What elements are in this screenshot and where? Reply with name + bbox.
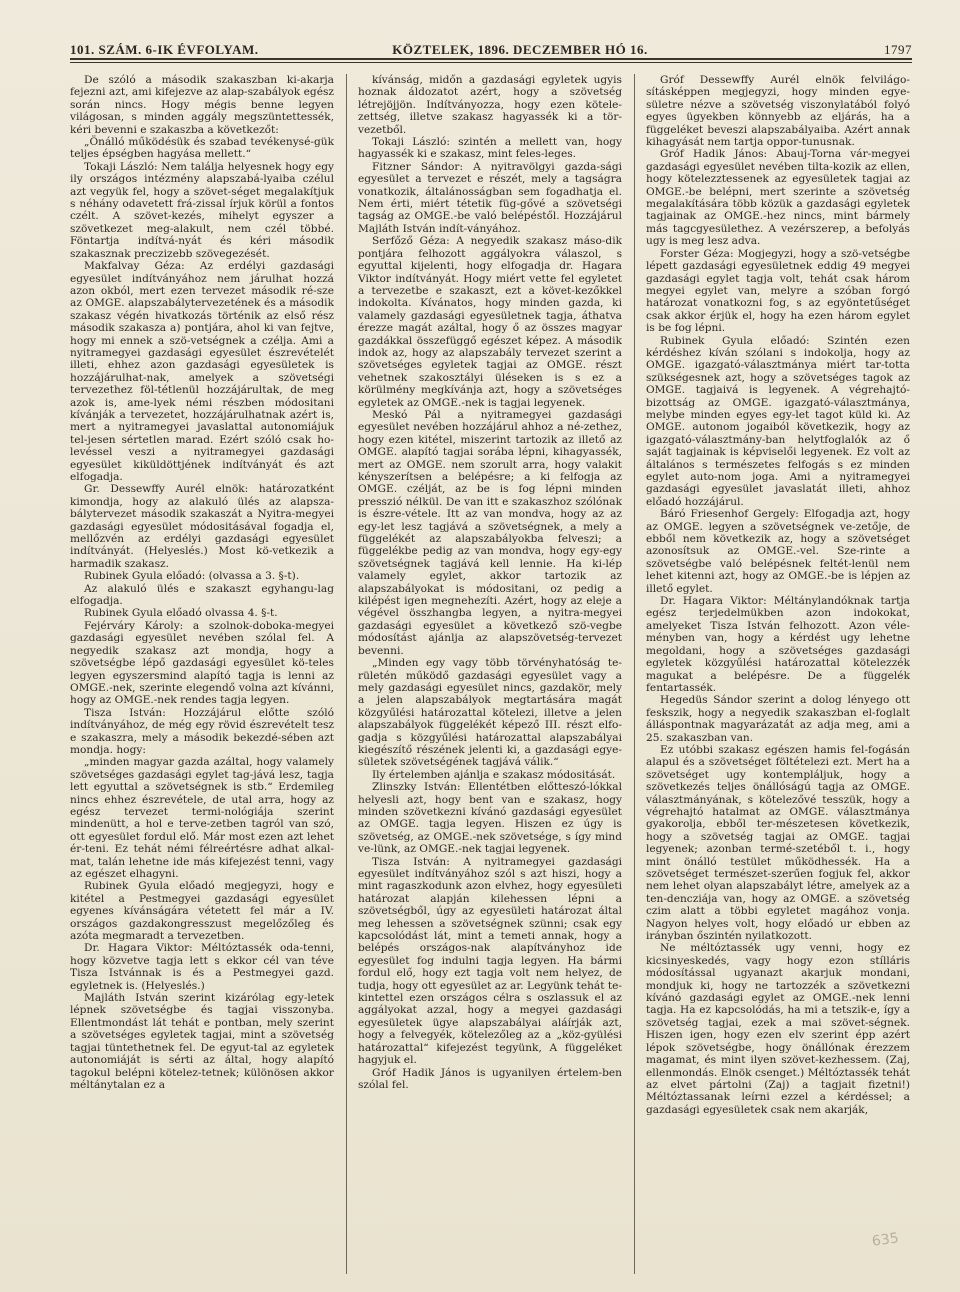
paragraph: Az alakuló ülés e szakaszt egyhangu-lag elfogadja. — [70, 582, 334, 608]
paragraph: kívánság, midőn a gazdasági egyletek ugyis hoznak áldozatot azért, hogy a szövetség létrejöjjön. Indítványozza, hogy ezen kötele-zettség, illetve szakasz hagyassék ki a tör-vezetből. — [358, 74, 622, 136]
paragraph: De szóló a második szakaszban ki-akarja fejezni azt, ami kifejezve az alap-szabályok egész során nincs. Hogy mégis benne legyen világosan, s minden aggály megszüntettessék, kéri bevenni e szakaszba a következőt: — [70, 74, 334, 136]
page-header — [70, 36, 912, 60]
paragraph: Gróf Hadik János is ugyanilyen értelem-ben szólal fel. — [358, 1066, 622, 1091]
issue-number: 101. SZÁM. 6-IK ÉVFOLYAM. — [70, 42, 259, 57]
paragraph: Rubinek Gyula előadó megjegyzi, hogy e kitétel a Pestmegyei gazdasági egyesület egyenes kívánságára vétetett fel már a IV. országos gazdakongresszust megelőzőleg és azóta megmaradt a tervezetben. — [70, 880, 334, 943]
paragraph: Hegedüs Sándor szerint a dolog lényego ott feskszik, hogy a negyedik szakaszban el-foglalt álláspontnak magyarázatát az adja meg, ami a 25. szakaszban van. — [646, 694, 910, 744]
paragraph: Makfalvay Géza: Az erdélyi gazdasági egyesület indítványához nem járulhat hozzá azon okból, mert ezen tervezet második ré-sze az OMGE. alapszabálytervezetének és a második szakasz végén hivatkozás történik az első rész második szakasza a) pontjára, ahol ki van fejtve, hogy mi ennek a szö-vetségnek a czélja. Ami a nyitramegyei gazdasági egyesület észrevételét illeti, ehhez azon gazdasági egyesületek is hozzájárulhat-nak, amelyek a szövetségi tervezethez föl-tétlenül hozzájárultak, de meg azok is, ame-lyek némi részben módositani kívánják a tervezetet, hozzájárulhatnak azért is, mert a nyitramegyei javaslattal autonomiájuk tel-jesen sértetlen marad. Ezért szóló csak ho-levéssel veszi a nyitramegyei gazdasági egyesület kiküldöttjének indítványát és azt elfogadja. — [70, 260, 334, 483]
text-column-2 — [358, 74, 622, 1274]
text-column-1 — [70, 74, 334, 1274]
paragraph: Zlinszky István: Ellentétben előtteszó-lókkal helyesli azt, hogy bent van e szakasz, hogy minden szövetkezni kívánó gazdasági egyesület az OMGE. tagja legyen. Hiszen ez úgy is szövetség, az OMGE.-nek szövetsége, s így mind ve-lünk, az OMGE.-nek tagjai legyenek. — [358, 781, 622, 856]
paragraph: Rubinek Gyula előadó: Szintén ezen kérdéshez kíván szólani s indokolja, hogy az OMGE. igazgató-választmánya miért tar-totta szükségesnek azt, hogy a szövetséges tagok az OMGE. tagjaivá is legyenek. A végrehajtó-bizottság az OMGE. igazgató-választmánya, melybe minden egyes egy-let tagot küld ki. Az OMGE. autonom jogaiból következik, hogy az igazgató-választmány-ban helytfoglalók az ő saját tagjainak is képviselői legyenek. Ez volt az általános s természetes felfogás s ez minden egylet auto-nom joga. Ami a nyitramegyei gazdasági egyesület javaslatát illeti, ahhoz előadó hozzájárul. — [646, 334, 910, 508]
column-divider — [346, 74, 347, 1274]
paragraph: Ez utóbbi szakasz egészen hamis fel-fogásán alapul és a szövetséget föltételezi ezt. Mert ha a szövetséget ugy kontempláljuk, hogy a szövetkezés teljes önállóságú tagja az OMGE. választmányának, s kötelezővé tesszük, hogy a végrehajtó hatalmat az OMGE. választmánya gyakorolja, ebből ter-mészetesen következik, hogy a szövetség tagjai az OMGE. tagjai legyenek; azonban termé-szetéből t. i., hogy mint önálló testület működhessék. Ha a szövetséget természet-szerűen fogjuk fel, akkor nem lehet olyan alapszabályt létre, amelyek az a ten-dencziája van, hogy az OMGE. a szövetség czim alatt a többi egyletet magához vonja. Nagyon helyes volt, hogy előadó ur ebben az irányban őszintén nyilatkozott. — [646, 743, 910, 943]
paragraph: Gróf Dessewffy Aurél elnök felvilágo-sításképpen megjegyzi, hogy minden egye-sületre nézve a szövetség viszonylatából folyó egyes ügyekben könnyebb az eljárás, ha a függeléket beveszi alapszabályaiba. Azért annak kihagyását nem tartja oppor-tunusnak. — [646, 74, 910, 149]
paragraph: „minden magyar gazda azáltal, hogy valamely szövetséges gazdasági egylet tag-jává lesz, tagja lett egyuttal a szövetségnek is stb.“ Erdemileg nincs ehhez észrevétele, de utal arra, hogy az egész tervezet termi-nológiája szerint mindenütt, a hol e terve-zetben tagról van szó, ott egyesület fordul elő. Már most ezen azt lehet ér-teni. Ez tehát némi félreértésre adhat alkal-mat, talán lehetne ide más kifejezést tenni, vagy az egészet elhagyni. — [70, 756, 334, 880]
column-divider — [634, 74, 635, 1274]
paragraph: Ne méltóztassék ugy venni, hogy ez kicsinyeskedés, vagy hogy ezon stílláris módosítással ugyanazt akarjuk mondani, mondjuk ki, hogy ne tartozzék a szövetkezni kívánó gazdasági egylet az OMGE.-nek lenni tagja. Ha ez kapcsolódás, ha mi a tetszik-e, így a szövetség tagjai, ezek a mai szövet-ségnek. Hiszen igen, hogy ezen elv szerint épp azért lépok szövetségbe, hogy önállónak érezzem magamat, és mint ilyen szövet-kezhessem. (Zaj, ellenmondás. Elnök csenget.) Méltóztassék tehát az elvet pártolni (Zaj) a tagjait fizetni!) Méltóztassanak leírni ezzel a kérdéssel; a gazdasági egyesületek csak nem akarják, — [646, 942, 910, 1116]
paragraph: Tokaji László: Nem találja helyesnek hogy egy ily országos intézmény alapszabá-lyaiba czélul azt vegyük fel, hogy a szövet-séget megalakítjuk s néhány odavetett frá-zissal írjuk körül a fontos czélt. A szövet-kezés, mihelyt egyszer a szövetkezet meg-alakult, nem czél többé. Föntartja indítvá-nyát és kéri második szakasznak preczizebb szövegezését. — [70, 160, 334, 260]
paragraph: Tisza István: A nyitramegyei gazdasági egyesület indítványához szól s azt hiszi, hogy a mint ragaszkodunk azon elvhez, hogy egyesületi határozat alapján kilehessen lépni a szövetségből, úgy az egyesületi határozat által meg lehessen a szövetségnek szünni; csak egy kapcsolódást lát, mint a temeti annak, hogy a belépés országos-nak alapítványhoz ide egyesület fog indulni tagja legyen. Ha bármi fordul elő, hogy ezt tagja volt nem helyez, de tudja, hogy ott egyesület az ar. Legyünk tehát te-kintettel ezen országos célra s oszlassuk el az aggályokat azzal, hogy a megyei gazdasági egyesületek ügye alapszabályai aláírják azt, hogy a felvegyék, kötelezőleg az a „köz-gyülési határozattal“ kifejezést tegyünk, A függeléket hagyjuk el. — [358, 855, 622, 1067]
text-column-3 — [646, 74, 910, 1274]
paragraph: Majláth István szerint kizárólag egy-letek lépnek szövetségbe és tagjai visszonyba. Ellentmondást lát tehát e pontban, mely szerint a szövetséges egyletek tagjai, mint a szövetség tagjai tüntethetnek fel. De egyut-tal az egyletek autonomiáját is sérti az által, hogy alapító tagokul belépni kötelez-tetnek; különösen akkor méltánytalan ez a — [70, 992, 334, 1091]
page-number: 1797 — [884, 42, 912, 57]
paragraph: Gróf Hadik János: Abauj-Torna vár-megyei gazdasági egyesület nevében tilta-kozik az ellen, hogy kötelezztessenek az egyesületek tagjai az OMGE.-be belépni, mert szerinte a szövetség megalakítására több közük a gazdasági egyletek tagjainak az OMGE.-hez nincs, mint bármely más tagcgyesülethez. A vezérszerep, a befolyás ugy is meg lesz adva. — [646, 148, 910, 248]
paragraph: Fitzner Sándor: A nyitravölgyi gazda-sági egyesület a tervezet e részét, mely a tagságra vonatkozik, általánosságban sem fogadhatja el. Nem érti, miért tétetik füg-gővé a szövetségi tagság az OMGE.-be való belépéstől. Hozzájárul Majláth István indít-ványához. — [358, 160, 622, 235]
paragraph: Forster Géza: Mogjegyzi, hogy a szö-vetségbe lépett gazdasági egyesületnek eddig 49 megyei gazdasági egylet tagja volt, tehát csak három megyei egylet van, melyre a szóban forgó határozat vonatkozni fog, s az egyöntetűséget csak akkor érjük el, hogy ha ezen három egylet is be fog lépni. — [646, 247, 910, 335]
paragraph: Serfőző Géza: A negyedik szakasz máso-dik pontjára felhozott aggályokra válaszol, s egyuttal kijelenti, hogy elfogadja dr. Hagara Viktor indítványát. Hogy miért vette fel egyletet a tervezetbe e szakaszt, ezt a követ-kezőkkel indokolta. Kívánatos, hogy minden gazda, ki valamely gazdasági egyesületnek tagja, áthatva érezze magát azáltal, hogy ő az összes magyar gazdákkal összefüggő egészet képez. A második indok az, hogy az alapszabály tervezet szerint a szövetséges egyletek tagjai az OMGE. részt vehetnek szakosztályi üléseken is s ez a körülmény megkívánja azt, hogy a szövetséges egyletek az OMGE.-nek is tagjai legyenek. — [358, 235, 622, 409]
paragraph: „Önálló működésük és szabad tevékenysé-gük teljes épségben hagyása mellett.“ — [70, 136, 334, 161]
publication-date: KÖZTELEK, 1896. DECZEMBER HÓ 16. — [392, 42, 648, 57]
paragraph: Báró Friesenhof Gergely: Elfogadja azt, hogy az OMGE. legyen a szövetségnek ve-zetője, de ebből nem következik az, hogy a szövetséget azonosítsuk az OMGE.-vel. Sze-rinte a szövetségbe való belépésnek feltét-lenül nem lehet kitenni azt, hogy az OMGE.-be is lépjen az illető egylet. — [646, 508, 910, 595]
paragraph: Fejérváry Károly: a szolnok-doboka-megyei gazdasági egyesület nevében szólal fel. A negyedik szakasz azt mondja, hogy a szövetségbe lépő gazdasági egyesület kö-teles legyen egyszersmind alapító tagja is lenni az OMGE.-nek, szerinte elegendő volna azt kívánni, hogy az OMGE.-nek rendes tagja legyen. — [70, 619, 334, 707]
paragraph: Tisza István: Hozzájárul előtte szóló indítványához, de még egy rövid észrevételt tesz e szakaszra, mely a második bekezdé-sében azt mondja. hogy: — [70, 706, 334, 756]
paragraph: Gr. Dessewffy Aurél elnök: határozatként kimondja, hogy az alakuló ülés az alapsza-bálytervezet második szakaszát a Nyitra-megyei gazdasági egyesület módositásával fogadja el, mellőzvén az erdélyi gazdasági egyesület indítványát. (Helyeslés.) Most kö-vetkezik a harmadik szakasz. — [70, 483, 334, 570]
pencil-annotation: 635 — [871, 1230, 900, 1250]
header-rule — [70, 58, 912, 63]
paragraph: Dr. Hagara Viktor: Méltánylandóknak tartja egész terjedelmükben azon indokokat, amelyeket Tisza István felhozott. Azon véle-ményben van, hogy a kérdést ugy lehetne megoldani, hogy a szövetséges gazdasági egyletek közgyűlési határozattal kötelezzék magukat a belépésre. De a függelék fentartassék. — [646, 595, 910, 694]
paragraph: Rubinek Gyula előadó: (olvassa a 3. §-t). — [84, 570, 300, 583]
paragraph: Dr. Hagara Viktor: Méltóztassék oda-tenni, hogy közvetve tagja lett s ekkor cél van téve Tisza Istvánnak is és a Pestmegyei gazd. egyletnek is. (Helyeslés.) — [70, 942, 334, 992]
paragraph: Rubinek Gyula előadó olvassa 4. §-t. — [84, 607, 278, 620]
paragraph: „Minden egy vagy több törvényhatóság te-rületén működő gazdasági egyesület vagy a mely gazdasági egyesület nincs, gazdakör, mely a jelen alapszabályok megtartására magát közgyűlési határozattal kötelezi, illetve a jelen alapszabályok függelékét képező III. részt elfo-gadja s közgyűlési határozattal alapszabályai kiegészítő részének jelenti ki, a gazdasági egye-sületek szövetségének tagjává válik.“ — [358, 657, 622, 769]
paragraph: Ily értelemben ajánlja e szakasz módositását. — [372, 768, 616, 781]
paragraph: Meskó Pál a nyitramegyei gazdasági egyesület nevében hozzájárul ahhoz a né-zethez, hogy ezen kitétel, miszerint tartozik az illető az OMGE. alapító tagjai sorába lépni, kihagyassék, mert az OMGE. nem szorult arra, hogy valakit kényszerítsen a belépésre; a ki felfogja az OMGE. czélját, az be is fog lépni minden presszió nélkül. De van itt e szakaszhoz szólónak is észre-vétele. Itt az van mondva, hogy az az egy-let lesz tagjává a szövetségnek, a mely a függelékét az alapszabályokba felveszi; a függelékbe pedig az van mondva, hogy egy-egy szövetségnek tagjává kell lennie. Ha ki-lép valamely egylet, akkor tartozik az alapszabályokat is módositani, oz pedig a kilépést igen megnehezíti. Azért, hogy az eleje a végével összhangba legyen, a nyitra-megyei gazdasági egyesület a következő szö-vegbe módosítást ajánlja az alapszövetség-tervezet bevenni. — [358, 408, 622, 657]
paragraph: Tokaji László: szintén a mellett van, hogy hagyassék ki e szakasz, mint feles-leges. — [358, 136, 622, 161]
